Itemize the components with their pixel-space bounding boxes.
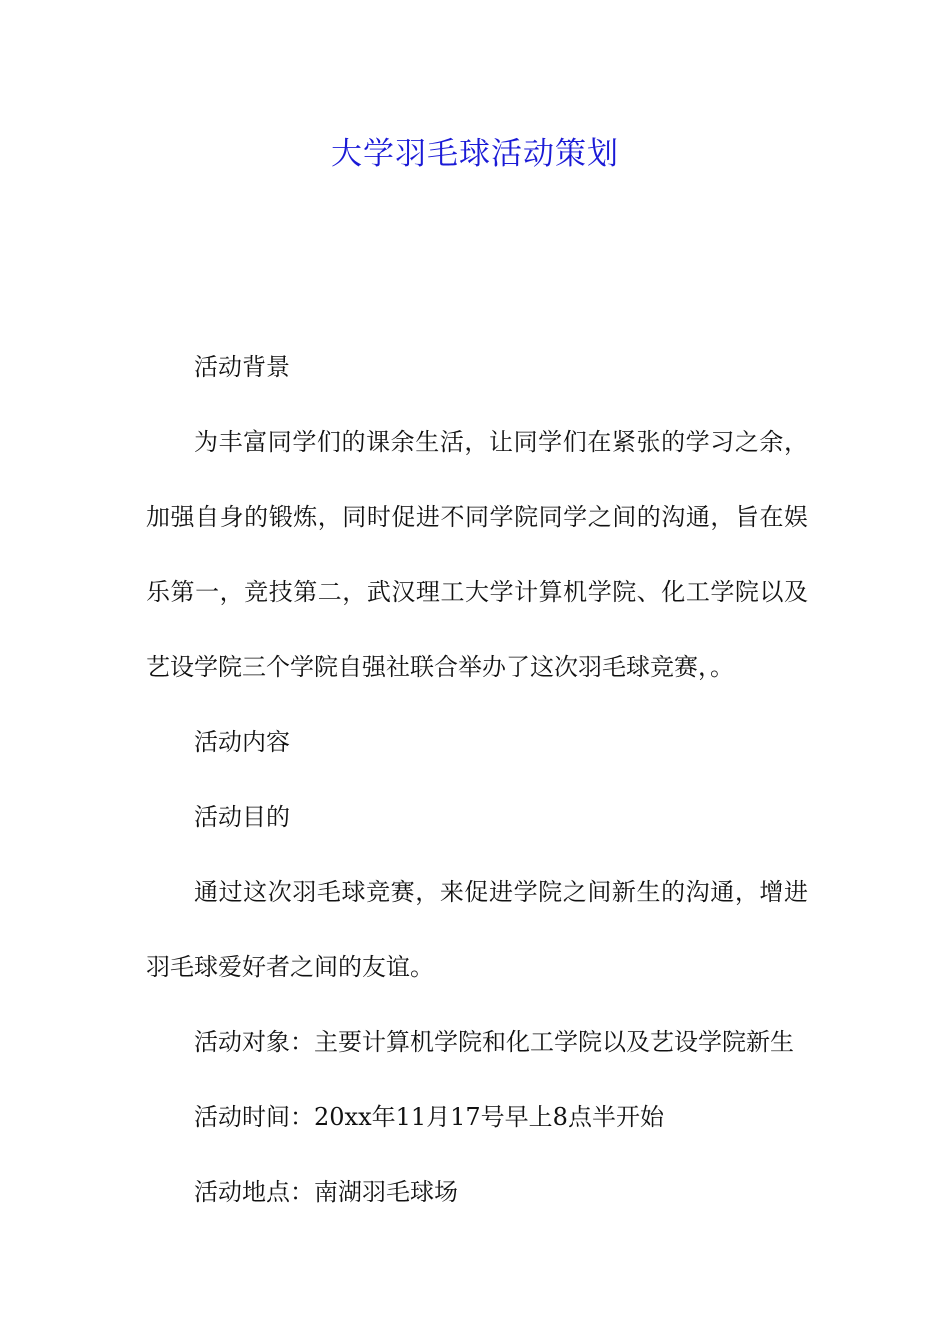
- heading-activity-background: 活动背景: [194, 353, 290, 381]
- document-title: 大学羽毛球活动策划: [331, 136, 619, 172]
- heading-activity-content: 活动内容: [194, 728, 290, 756]
- paragraph-activity-time: 活动时间：20xx年11月17号早上8点半开始: [194, 1103, 664, 1131]
- heading-activity-purpose: 活动目的: [194, 803, 290, 831]
- paragraph-activity-location: 活动地点：南湖羽毛球场: [194, 1178, 458, 1206]
- paragraph-purpose-text: 通过这次羽毛球竞赛，来促进学院之间新生的沟通，增进羽毛球爱好者之间的友谊。: [146, 878, 808, 981]
- paragraph-background-text: 为丰富同学们的课余生活，让同学们在紧张的学习之余，加强自身的锻炼，同时促进不同学院同学之间的沟通，旨在娱乐第一，竞技第二，武汉理工大学计算机学院、化工学院以及艺设学院三个学院自强社联合举办了这次羽毛球竞赛，。: [146, 428, 808, 681]
- paragraph-activity-target: 活动对象：主要计算机学院和化工学院以及艺设学院新生: [194, 1028, 794, 1056]
- document-body: [146, 330, 808, 1230]
